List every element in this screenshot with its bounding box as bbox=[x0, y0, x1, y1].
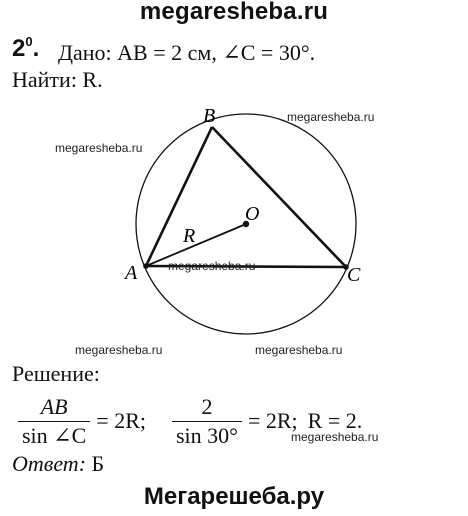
solution-heading: Решение: bbox=[12, 361, 100, 386]
problem-number-value: 2 bbox=[12, 35, 26, 62]
fraction-numerator: AB bbox=[40, 394, 68, 420]
problem-number-dot: . bbox=[32, 35, 40, 62]
site-footer: Мегарешеба.ру bbox=[143, 483, 325, 510]
watermark: megaresheba.ru bbox=[291, 430, 379, 444]
result: R = 2. bbox=[307, 408, 363, 433]
watermark: megaresheba.ru bbox=[287, 110, 375, 124]
fraction-ab-over-sin-c bbox=[18, 395, 90, 446]
label-c: C bbox=[347, 264, 361, 286]
label-r: R bbox=[183, 225, 196, 247]
label-b: B bbox=[203, 105, 216, 127]
fraction-2-over-sin30 bbox=[172, 395, 242, 446]
label-o: O bbox=[245, 203, 260, 225]
watermark: megaresheba.ru bbox=[255, 343, 343, 357]
equation-part: = 2R; bbox=[247, 408, 298, 433]
answer-line bbox=[12, 451, 104, 477]
equation-part: = 2R; bbox=[96, 408, 146, 433]
find-statement: Найти: R. bbox=[12, 67, 103, 92]
fraction-numerator: 2 bbox=[201, 394, 213, 420]
given-statement: Дано: AB = 2 см, ∠C = 30°. bbox=[58, 40, 316, 65]
site-header: megaresheba.ru bbox=[139, 0, 329, 25]
fraction-denominator: sin ∠C bbox=[18, 421, 90, 447]
problem-number-sup: 0 bbox=[25, 34, 33, 49]
watermark: megaresheba.ru bbox=[75, 343, 163, 357]
side-ab bbox=[146, 127, 212, 266]
solution-formula bbox=[14, 395, 364, 447]
watermark: megaresheba.ru bbox=[168, 259, 256, 273]
watermark: megaresheba.ru bbox=[55, 141, 143, 155]
fraction-denominator: sin 30° bbox=[172, 421, 242, 447]
answer-value: Б bbox=[91, 451, 105, 476]
vertex-a-dot bbox=[143, 263, 149, 269]
label-a: A bbox=[125, 262, 138, 284]
answer-label: Ответ: bbox=[12, 451, 87, 476]
